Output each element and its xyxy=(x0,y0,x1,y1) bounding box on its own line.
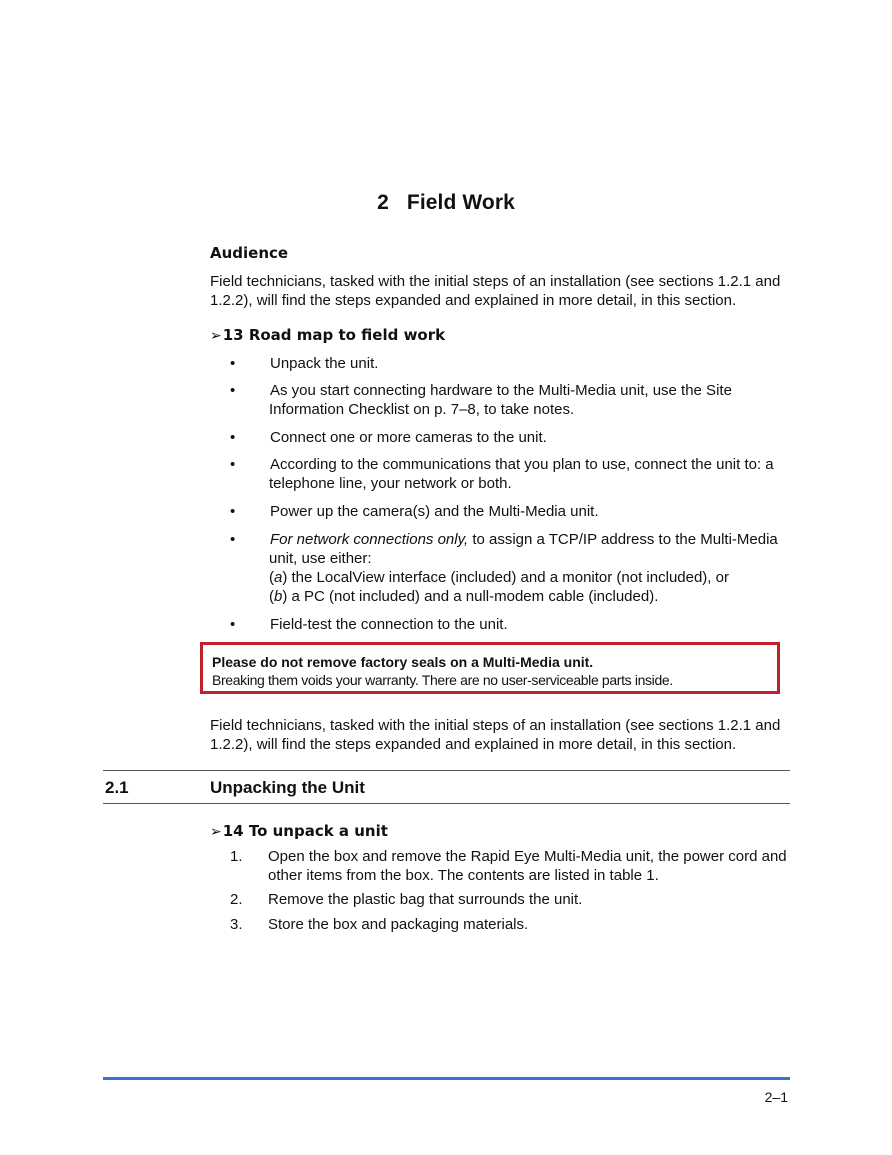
option-text: a PC (not included) and a null-modem cable (included). xyxy=(287,588,659,605)
unpack-heading-text: 14 To unpack a unit xyxy=(222,822,388,840)
footer-rule xyxy=(103,1077,790,1080)
unpack-heading xyxy=(210,822,388,840)
audience-paragraph-line: Field technicians, tasked with the initial steps of an installation (see sections 1.2.1 and xyxy=(210,273,781,290)
section-rule-bottom xyxy=(103,803,790,804)
section-number: 2.1 xyxy=(105,778,129,797)
list-item-text: unit, use either: xyxy=(269,550,372,567)
bullet-icon: • xyxy=(230,456,236,473)
bullet-icon: • xyxy=(230,503,236,520)
section-rule-top xyxy=(103,770,790,771)
list-item-text: Information Checklist on p. 7–8, to take notes. xyxy=(269,401,575,418)
list-item-text: telephone line, your network or both. xyxy=(269,475,512,492)
option-text: the LocalView interface (included) and a monitor (not included), or xyxy=(287,569,729,586)
warning-notice xyxy=(200,642,780,694)
audience-heading: Audience xyxy=(210,244,289,262)
list-item-text: As you start connecting hardware to the Multi-Media unit, use the Site xyxy=(270,382,732,399)
intro-paragraph-line: Field technicians, tasked with the initial steps of an installation (see sections 1.2.1 and xyxy=(210,717,781,734)
bullet-icon: • xyxy=(230,355,236,372)
notice-title: Please do not remove factory seals on a Multi-Media unit. xyxy=(212,654,594,670)
list-item-text xyxy=(270,530,790,549)
italic-lead: For network connections only, xyxy=(270,531,469,548)
step-text: Store the box and packaging materials. xyxy=(268,916,529,933)
chapter-number: 2 xyxy=(377,191,389,214)
step-number: 1. xyxy=(230,848,243,865)
roadmap-heading-text: 13 Road map to field work xyxy=(222,326,446,344)
arrow-icon: ➢ xyxy=(210,824,222,840)
step-text: Open the box and remove the Rapid Eye Multi-Media unit, the power cord and xyxy=(268,848,787,865)
section-title: Unpacking the Unit xyxy=(210,778,365,797)
option-a: (a) the LocalView interface (included) and a monitor (not included), or xyxy=(269,569,729,586)
step-number: 2. xyxy=(230,891,243,908)
page-number: 2–1 xyxy=(764,1089,788,1105)
audience-paragraph-line: 1.2.2), will find the steps expanded and explained in more detail, in this section. xyxy=(210,292,737,309)
intro-paragraph xyxy=(210,716,790,754)
list-item-text: According to the communications that you plan to use, connect the unit to: a xyxy=(270,456,774,473)
list-item-text: Field-test the connection to the unit. xyxy=(270,616,508,633)
bullet-icon: • xyxy=(230,531,236,548)
bullet-icon: • xyxy=(230,616,236,633)
list-item-text: Power up the camera(s) and the Multi-Media unit. xyxy=(270,503,599,520)
bullet-icon: • xyxy=(230,382,236,399)
option-letter: a xyxy=(274,569,283,586)
step-text: Remove the plastic bag that surrounds the unit. xyxy=(268,891,583,908)
step-number: 3. xyxy=(230,916,243,933)
roadmap-list xyxy=(230,0,790,1155)
bullet-icon: • xyxy=(230,429,236,446)
notice-body: Breaking them voids your warranty. There are no user-serviceable parts inside. xyxy=(212,672,673,688)
step-text: other items from the box. The contents are listed in table 1. xyxy=(268,867,659,884)
list-item-text: Unpack the unit. xyxy=(270,355,379,372)
chapter-title-text: Field Work xyxy=(406,191,515,214)
intro-paragraph-line: 1.2.2), will find the steps expanded and explained in more detail, in this section. xyxy=(210,736,737,753)
arrow-icon: ➢ xyxy=(210,328,222,344)
list-item-text-rest: to assign a TCP/IP address to the Multi-Media xyxy=(468,531,778,548)
option-letter: b xyxy=(274,588,283,605)
option-b: (b) a PC (not included) and a null-modem cable (included). xyxy=(269,588,659,605)
list-item-text: Connect one or more cameras to the unit. xyxy=(270,429,547,446)
